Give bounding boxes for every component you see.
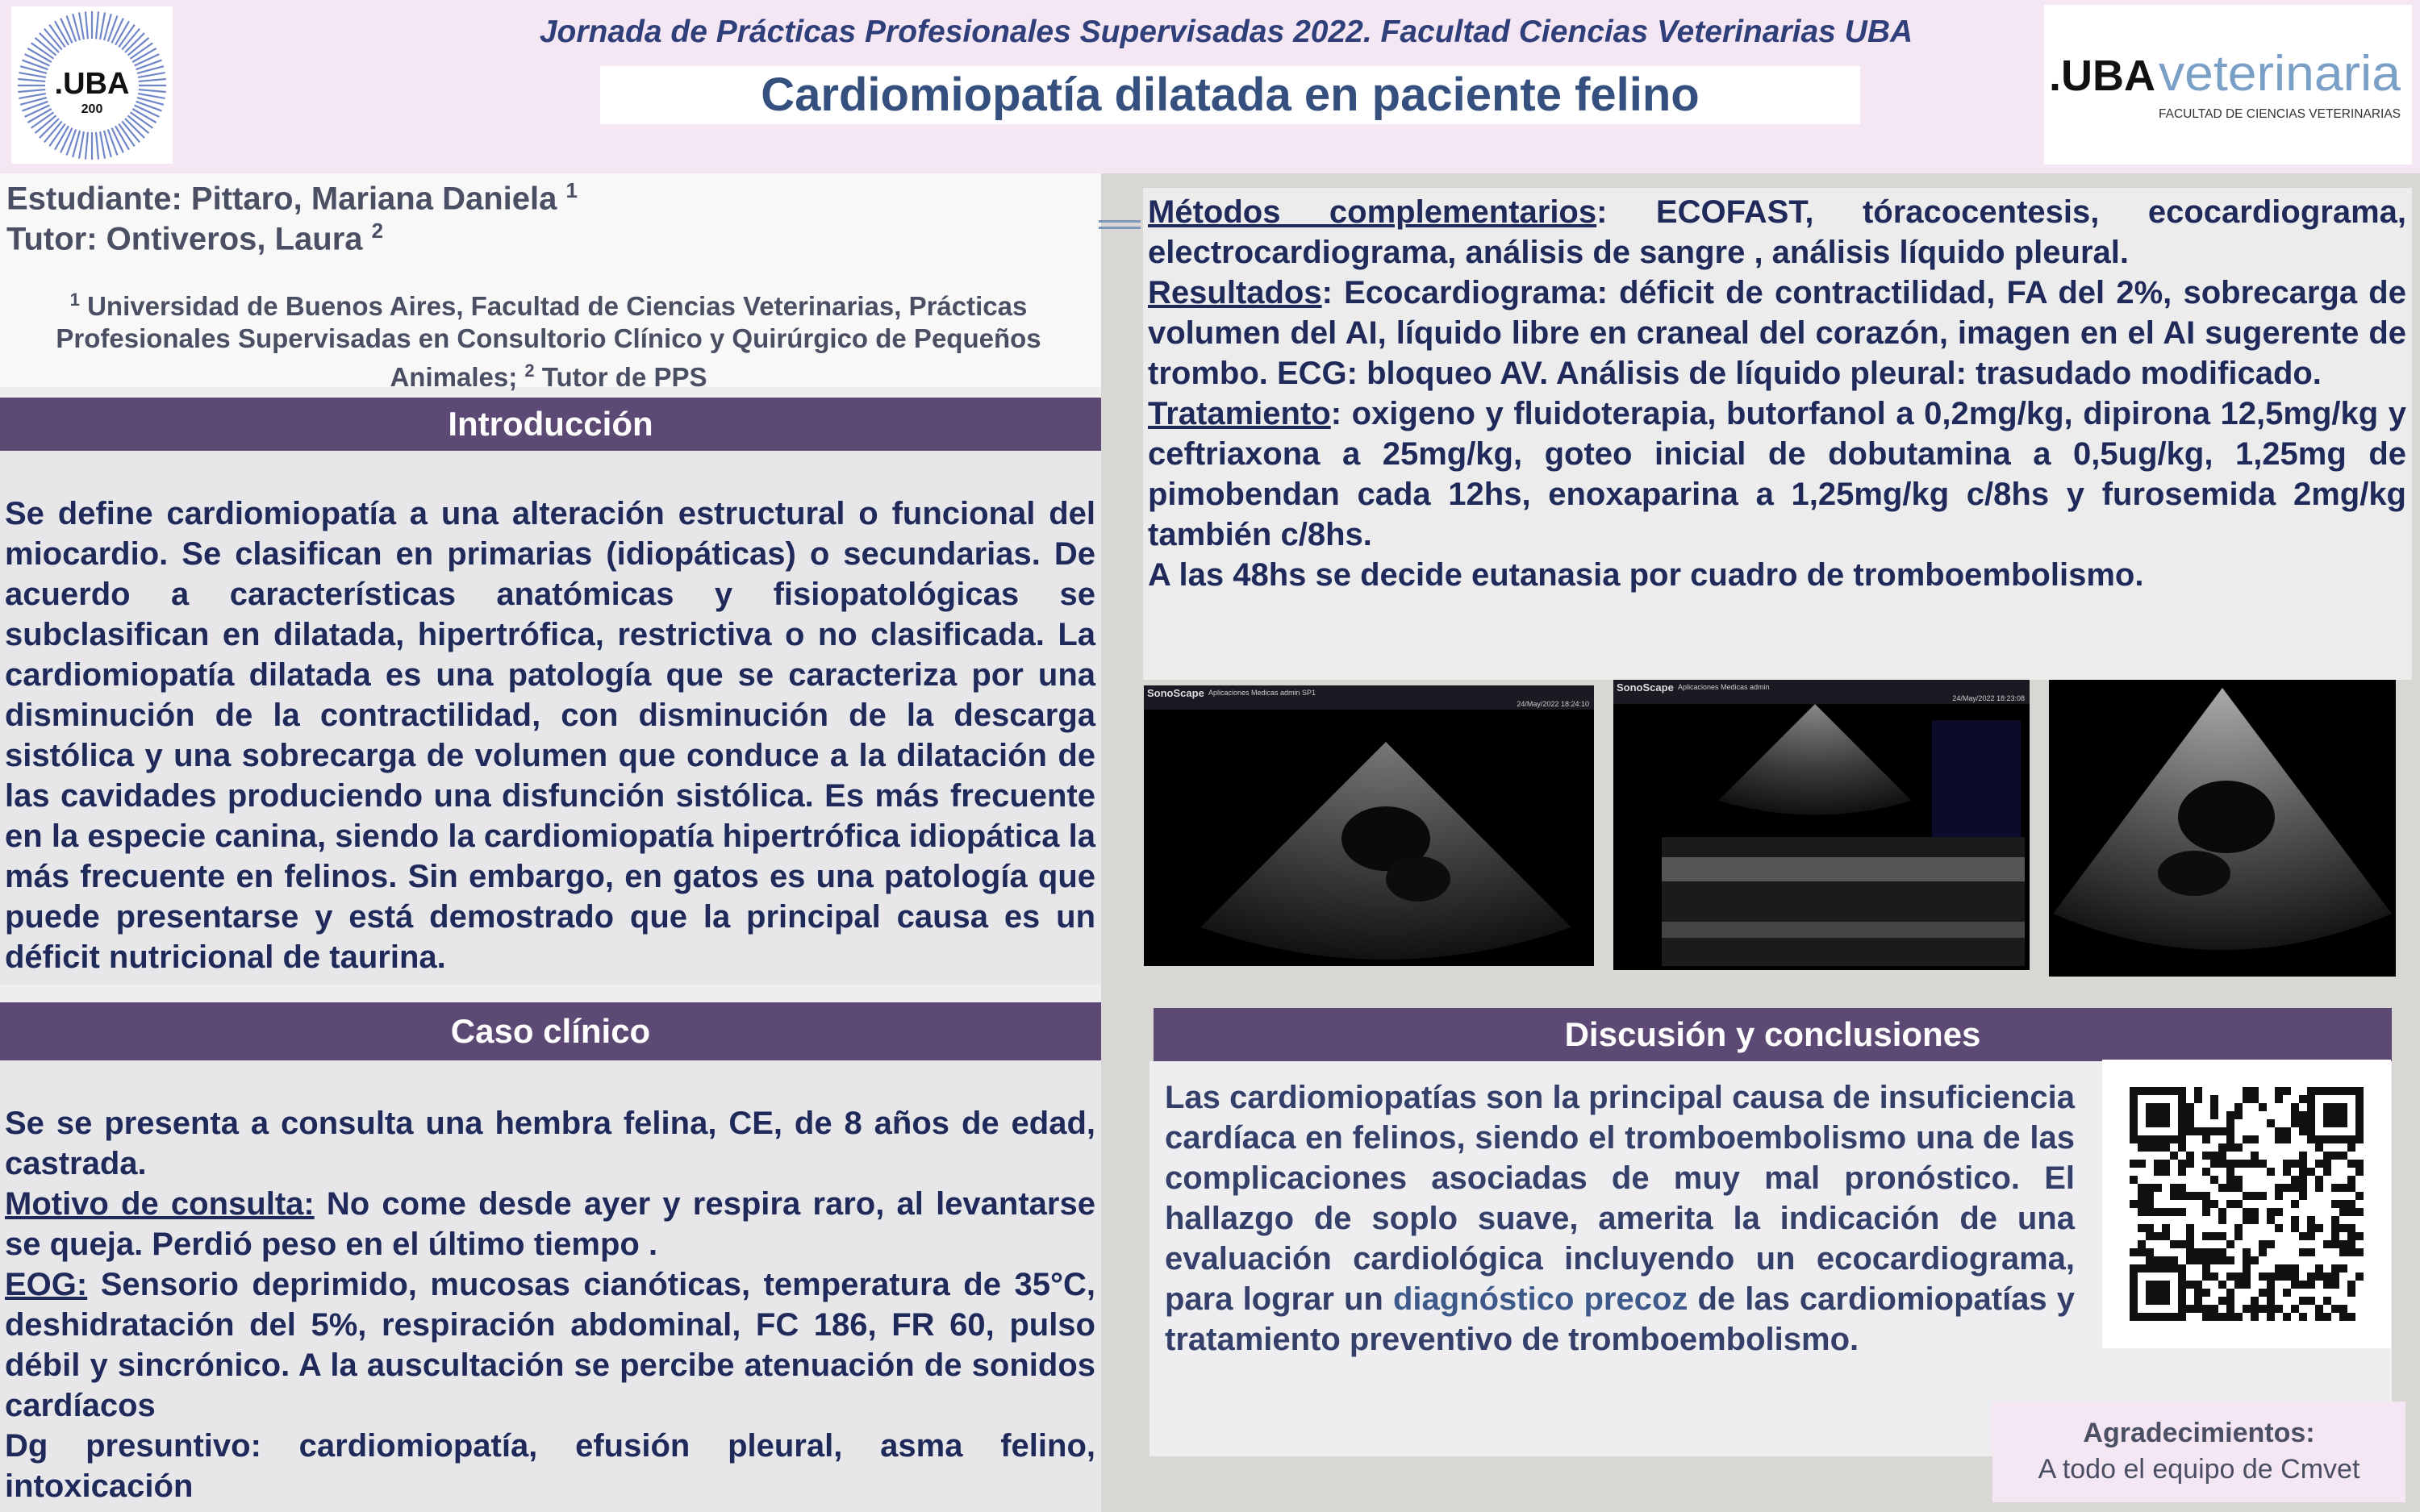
echo1-date: 24/May/2022 18:24:10 bbox=[1517, 700, 1589, 708]
student-sup: 1 bbox=[565, 178, 578, 202]
echocardiogram-image-1 bbox=[1144, 685, 1594, 966]
tutor-sup: 2 bbox=[371, 219, 384, 243]
double-line-marker bbox=[1099, 220, 1141, 231]
metodos-label: Métodos complementarios bbox=[1148, 194, 1597, 230]
uba-veterinaria-logo bbox=[2044, 5, 2412, 165]
disc-text-a: Las cardiomiopatías son la principal causa de insuficiencia cardíaca en felinos, siendo el tromboembolismo una de las complicaciones asociadas de muy mal pronóstico. El hallazgo de soplo suave, amerita la indicación de una evaluación cardiológica incluyendo un ecocardiograma, para lograr un bbox=[1165, 1080, 2075, 1317]
acknowledgements-text: A todo el equipo de Cmvet bbox=[2038, 1454, 2360, 1485]
caso-text bbox=[5, 1103, 1095, 1506]
metodos-para bbox=[1148, 192, 2406, 273]
jornada-subtitle: Jornada de Prácticas Profesionales Supervisadas 2022. Facultad Ciencias Veterinarias UBA bbox=[539, 15, 1913, 49]
acknowledgements-title: Agradecimientos: bbox=[2083, 1418, 2315, 1448]
vet-logo-veterinaria: veterinaria bbox=[2159, 46, 2401, 102]
echo2-date: 24/May/2022 18:23:08 bbox=[1952, 694, 2025, 702]
tutor-name: Tutor: Ontiveros, Laura bbox=[6, 221, 363, 257]
resultados-para bbox=[1148, 273, 2406, 394]
echocardiogram-image-3 bbox=[2049, 680, 2396, 977]
aff-text-1: Universidad de Buenos Aires, Facultad de Ciencias Veterinarias, Prácticas Profesionales Supervisadas en Consultorio Clínico y Quirúrgico de Pequeños Animales; bbox=[56, 291, 1041, 392]
resultados-text: : Ecocardiograma: déficit de contractilidad, FA del 2%, sobrecarga de volumen del AI, líquido libre en craneal del corazón, imagen en el AI sugerente de trombo. ECG: bloqueo AV. Análisis de líquido pleural: trasudado modificado. bbox=[1148, 275, 2406, 391]
metodos-text: : ECOFAST, tóracocentesis, ecocardiograma, electrocardiograma, análisis de sangre , análisis líquido pleural. bbox=[1148, 194, 2406, 270]
discussion-heading: Discusión y conclusiones bbox=[1154, 1008, 2392, 1061]
uba-200-logo bbox=[11, 6, 173, 164]
poster-title: Cardiomiopatía dilatada en paciente felino bbox=[600, 66, 1860, 124]
echocardiogram-image-2 bbox=[1613, 680, 2030, 970]
intro-text: Se define cardiomiopatía a una alteración estructural o funcional del miocardio. Se clasifican en primarias (idiopáticas) o secundarias. De acuerdo a características anatómicas y fisiopatológicas se subclasifican en dilatada, hipertrófica, restrictiva o no clasificada. La cardiomiopatía dilatada es una patología que se caracteriza por una disminución de la contractilidad, con disminución de la descarga sistólica y una sobrecarga de volumen que conduce a la dilatación de las cavidades produciendo una disfunción sistólica. Es más frecuente en la especie canina, siendo la cardiomiopatía hipertrófica idiopática la más frecuente en felinos. Sin embargo, en gatos es una patología que puede presentarse y está demostrado que la principal causa es un déficit nutricional de taurina. bbox=[5, 496, 1095, 975]
intro-heading: Introducción bbox=[0, 398, 1101, 451]
aff-sup-1: 1 bbox=[69, 289, 80, 310]
tratamiento-para bbox=[1148, 394, 2406, 555]
caso-motivo bbox=[5, 1184, 1095, 1264]
tratamiento-text: : oxigeno y fluidoterapia, butorfanol a 0,2mg/kg, dipirona 12,5mg/kg y ceftriaxona a 25mg/kg, goteo inicial de dobutamina a 0,5ug/kg, 1,25mg de pimobendan cada 12hs, enoxaparina a 1,25mg/kg c/8hs y furosemida 2mg/kg también c/8hs. bbox=[1148, 396, 2406, 552]
caso-dg: Dg presuntivo: cardiomiopatía, efusión pleural, asma felino, intoxicación bbox=[5, 1428, 1095, 1504]
acknowledgements-box bbox=[1992, 1402, 2405, 1502]
echo2-info: Aplicaciones Medicas admin bbox=[1678, 683, 1770, 691]
student-name: Estudiante: Pittaro, Mariana Daniela bbox=[6, 181, 557, 217]
uba-logo-text: .UBA bbox=[54, 67, 130, 101]
eog-label: EOG: bbox=[5, 1267, 88, 1302]
caso-heading: Caso clínico bbox=[0, 1002, 1101, 1060]
aff-sup-2: 2 bbox=[524, 360, 535, 381]
echo1-brand: SonoScape bbox=[1147, 687, 1204, 699]
vet-logo-sub: FACULTAD DE CIENCIAS VETERINARIAS bbox=[2159, 107, 2401, 121]
eog-text: Sensorio deprimido, mucosas cianóticas, temperatura de 35°C, deshidratación del 5%, respiración abdominal, FC 186, FR 60, pulso débil y sincrónico. A la auscultación se percibe atenuación de sonidos cardíacos bbox=[5, 1267, 1095, 1423]
student-line bbox=[6, 178, 578, 217]
vet-logo-main: .UBA bbox=[2049, 52, 2155, 100]
discussion-text bbox=[1165, 1077, 2075, 1360]
motivo-text: No come desde ayer y respira raro, al levantarse se queja. Perdió peso en el último tiempo . bbox=[5, 1186, 1095, 1262]
uba-logo-sub: 200 bbox=[81, 102, 103, 116]
disc-text-accent: diagnóstico precoz bbox=[1392, 1281, 1688, 1317]
tutor-line bbox=[6, 219, 383, 257]
disc-text-b: de las cardiomiopatías y tratamiento preventivo de tromboembolismo. bbox=[1165, 1281, 2075, 1357]
affiliation bbox=[32, 284, 1065, 394]
qr-code[interactable] bbox=[2102, 1060, 2391, 1348]
tratamiento-label: Tratamiento bbox=[1148, 396, 1331, 431]
aff-text-2: Tutor de PPS bbox=[534, 362, 707, 392]
echo1-info: Aplicaciones Medicas admin SP1 bbox=[1208, 689, 1316, 697]
caso-eog bbox=[5, 1264, 1095, 1426]
resultados-label: Resultados bbox=[1148, 275, 1322, 310]
motivo-label: Motivo de consulta: bbox=[5, 1186, 315, 1222]
echo2-brand: SonoScape bbox=[1617, 681, 1674, 694]
final-para: A las 48hs se decide eutanasia por cuadro de tromboembolismo. bbox=[1148, 557, 2144, 593]
caso-p1: Se se presenta a consulta una hembra felina, CE, de 8 años de edad, castrada. bbox=[5, 1106, 1095, 1181]
methods-text bbox=[1148, 192, 2406, 595]
